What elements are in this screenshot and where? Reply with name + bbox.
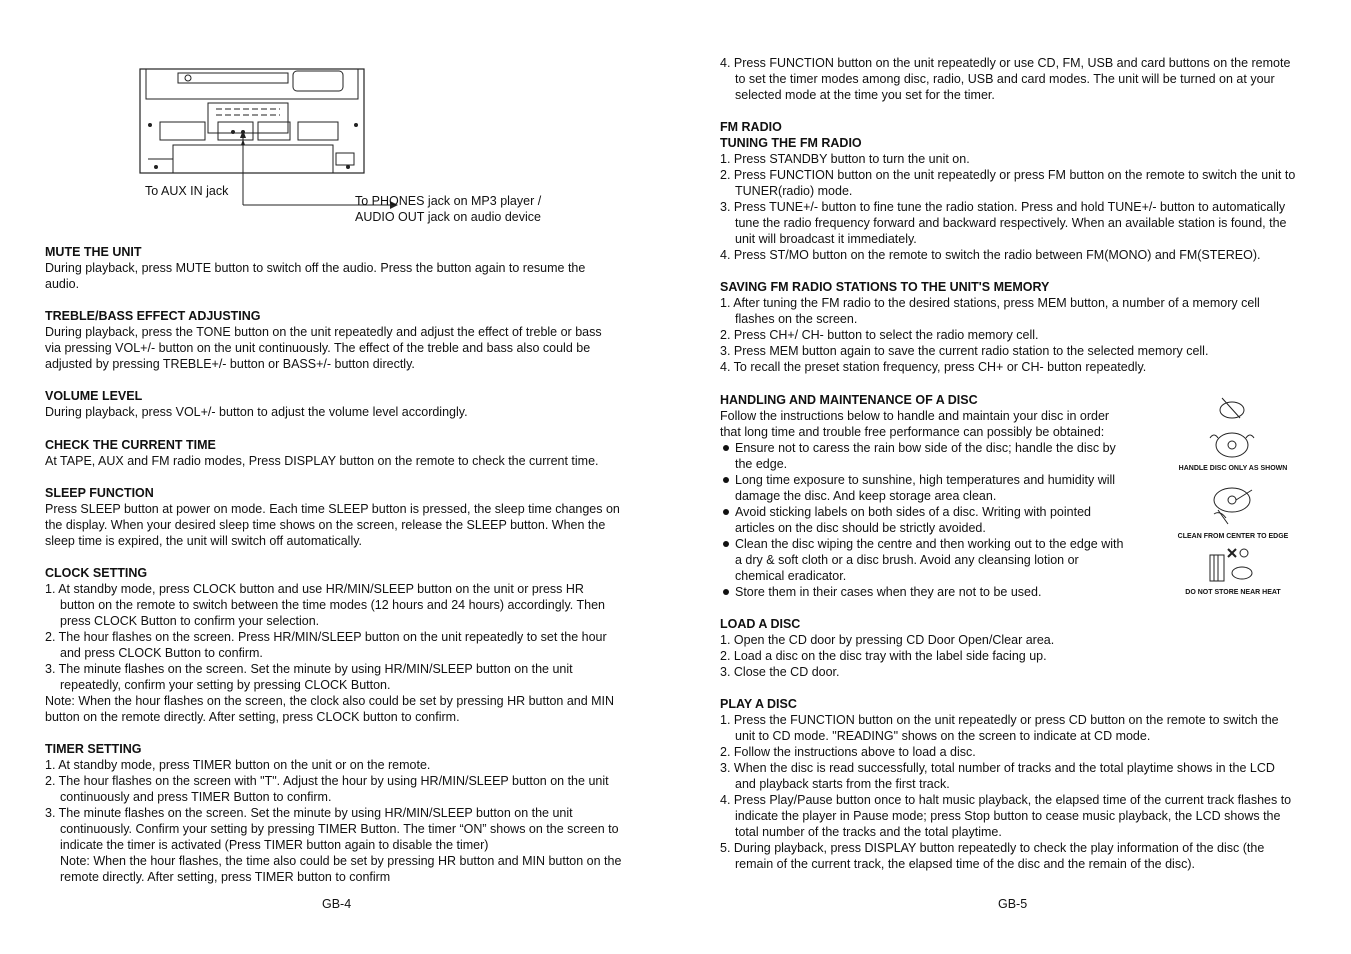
- caption-heat: DO NOT STORE NEAR HEAT: [1185, 589, 1281, 596]
- text-line: unit will broadcast it immediately.: [735, 232, 917, 246]
- text-line: 5. During playback, press DISPLAY button repeatedly to check the play information of the disc (the: [720, 841, 1265, 855]
- note-line: button on the remote directly. After setting, press CLOCK button to confirm.: [45, 710, 460, 724]
- section-title: FM RADIO: [720, 120, 782, 134]
- text-line: Ensure not to caress the rain bow side of the disc; handle the disc by: [735, 441, 1116, 455]
- page-number: GB-5: [998, 897, 1028, 911]
- text-line: damage the disc. And keep storage area clean.: [735, 489, 997, 503]
- text-line: 2. Press FUNCTION button on the unit repeatedly or press FM button on the remote to switch the unit to: [720, 168, 1296, 182]
- text-line: 4. Press Play/Pause button once to halt music playback, the elapsed time of the current track flashes to: [720, 793, 1292, 807]
- text-line: total number of the tracks and the total playtime.: [735, 825, 1002, 839]
- section-subtitle: TUNING THE FM RADIO: [720, 136, 862, 150]
- section-clock: [45, 565, 635, 725]
- text-line: tune the radio frequency forward and backward respectively. When an available station is found, the: [735, 216, 1287, 230]
- list-item: [45, 581, 635, 629]
- text-line: repeatedly, confirm your setting by pressing CLOCK Button.: [60, 678, 391, 692]
- text-line: 2. Press CH+/ CH- button to select the radio memory cell.: [720, 328, 1039, 342]
- section-title: CLOCK SETTING: [45, 566, 148, 580]
- no-heat-illustration: [1208, 545, 1258, 585]
- caption-handle: HANDLE DISC ONLY AS SHOWN: [1178, 465, 1288, 472]
- text-line: 1. At standby mode, press CLOCK button and use HR/MIN/SLEEP button on the unit or press HR: [45, 582, 584, 596]
- section-title: SLEEP FUNCTION: [45, 486, 154, 500]
- text-line: press CLOCK Button to confirm your selection.: [60, 614, 320, 628]
- caption-clean: CLEAN FROM CENTER TO EDGE: [1177, 533, 1289, 540]
- text-line: 3. The minute flashes on the screen. Set the minute by using HR/MIN/SLEEP button on the unit: [45, 806, 573, 820]
- phones-label-2: AUDIO OUT jack on audio device: [355, 210, 541, 224]
- text-line: that long time and trouble free performance can possibly be obtained:: [720, 425, 1105, 439]
- section-load: [720, 616, 1310, 680]
- text-line: chemical eradicator.: [735, 569, 847, 583]
- text-line: continuously. Confirm your setting by pressing TIMER Button. The timer “ON” shows on the screen to: [60, 822, 619, 836]
- text-line: flashes on the screen.: [735, 312, 858, 326]
- text-line: 2. Follow the instructions above to load a disc.: [720, 745, 976, 759]
- text-line: 3. Press MEM button again to save the current radio station to the selected memory cell.: [720, 344, 1209, 358]
- text-line: adjusted by pressing TREBLE+/- button or BASS+/- button directly.: [45, 357, 415, 371]
- text-line: indicate the timer is activated (Press TIMER button again to disable the timer): [60, 838, 489, 852]
- section-title: VOLUME LEVEL: [45, 389, 143, 403]
- text-line: During playback, press the TONE button on the unit repeatedly and adjust the effect of treble or bass: [45, 325, 602, 339]
- phones-label-1: To PHONES jack on MP3 player /: [355, 194, 542, 208]
- text-line: During playback, press MUTE button to switch off the audio. Press the button again to resume the: [45, 261, 586, 275]
- section-play: [720, 696, 1310, 872]
- list-item: [45, 661, 635, 693]
- text-line: to set the timer modes among disc, radio, USB and card modes. The unit will be turned on at your: [735, 72, 1275, 86]
- text-line: the edge.: [735, 457, 788, 471]
- text-line: indicate the player in Pause mode; press Stop button to cease music playback, the LCD shows the: [735, 809, 1281, 823]
- text-line: During playback, press VOL+/- button to adjust the volume level accordingly.: [45, 405, 468, 419]
- text-line: 3. Press TUNE+/- button to fine tune the radio station. Press and hold TUNE+/- button to automatically: [720, 200, 1286, 214]
- section-sleep: [45, 485, 635, 549]
- text-line: Follow the instructions below to handle and maintain your disc in order: [720, 409, 1110, 423]
- text-line: 4. Press FUNCTION button on the unit repeatedly or use CD, FM, USB and card buttons on the remote: [720, 56, 1291, 70]
- list-item: [45, 629, 635, 661]
- text-line: remain of the current track, the elapsed time of the disc and the remain of the disc).: [735, 857, 1195, 871]
- section-title: MUTE THE UNIT: [45, 245, 142, 259]
- text-line: sleep time is expired, the unit will switch off automatically.: [45, 534, 363, 548]
- text-line: selected mode at the time you set for the timer.: [735, 88, 995, 102]
- text-line: 2. The hour flashes on the screen with "T". Adjust the hour by using HR/MIN/SLEEP button on the unit: [45, 774, 609, 788]
- section-title: CHECK THE CURRENT TIME: [45, 438, 216, 452]
- bullet-item: [720, 504, 1140, 536]
- page-number: GB-4: [322, 897, 352, 911]
- section-mute: [45, 244, 635, 292]
- timer-item-4: [720, 55, 1310, 103]
- section-title: HANDLING AND MAINTENANCE OF A DISC: [720, 393, 978, 407]
- bullet-item: [720, 472, 1140, 504]
- text-line: 4. To recall the preset station frequency, press CH+ or CH- button repeatedly.: [720, 360, 1147, 374]
- text-line: and playback starts from the first track.: [735, 777, 950, 791]
- text-line: 1. At standby mode, press TIMER button on the unit or on the remote.: [45, 758, 431, 772]
- bullet-item: [720, 584, 1140, 600]
- section-title: TIMER SETTING: [45, 742, 142, 756]
- section-fm-radio: [720, 119, 1310, 263]
- aux-label: To AUX IN jack: [145, 184, 229, 198]
- text-line: 1. After tuning the FM radio to the desired stations, press MEM button, a number of a memory cell: [720, 296, 1260, 310]
- section-title: SAVING FM RADIO STATIONS TO THE UNIT'S MEMORY: [720, 280, 1050, 294]
- section-handling: [720, 392, 1140, 600]
- text-line: a dry & soft cloth or a disc brush. Avoid any cleansing lotion or: [735, 553, 1079, 567]
- section-title: LOAD A DISC: [720, 617, 801, 631]
- section-volume: [45, 388, 635, 420]
- text-line: 1. Press the FUNCTION button on the unit repeatedly or press CD button on the remote to switch the: [720, 713, 1279, 727]
- text-line: TUNER(radio) mode.: [735, 184, 853, 198]
- text-line: Long time exposure to sunshine, high temperatures and humidity will: [735, 473, 1116, 487]
- section-saving: [720, 279, 1310, 375]
- text-line: 1. Press STANDBY button to turn the unit on.: [720, 152, 970, 166]
- text-line: remote directly. After setting, press TIMER button to confirm: [60, 870, 391, 884]
- section-title: TREBLE/BASS EFFECT ADJUSTING: [45, 309, 261, 323]
- text-line: unit to CD mode. "READING" shows on the screen to indicate at CD mode.: [735, 729, 1151, 743]
- text-line: Clean the disc wiping the centre and then working out to the edge with: [735, 537, 1124, 551]
- text-line: 3. The minute flashes on the screen. Set the minute by using HR/MIN/SLEEP button on the unit: [45, 662, 573, 676]
- bullet-item: [720, 536, 1140, 584]
- section-treble-bass: [45, 308, 635, 372]
- text-line: the display. When your desired sleep time shows on the screen, release the SLEEP button. When the: [45, 518, 606, 532]
- note-line: Note: When the hour flashes on the screen, the clock also could be set by pressing HR button and MIN: [45, 694, 615, 708]
- text-line: 2. Load a disc on the disc tray with the label side facing up.: [720, 649, 1047, 663]
- section-title: PLAY A DISC: [720, 697, 797, 711]
- handle-disc-illustration: [1202, 390, 1262, 462]
- text-line: and press CLOCK Button to confirm.: [60, 646, 263, 660]
- text-line: articles on the disc should be strictly avoided.: [735, 521, 986, 535]
- text-line: 3. When the disc is read successfully, total number of tracks and the total playtime shows in the LCD: [720, 761, 1275, 775]
- text-line: 1. Open the CD door by pressing CD Door Open/Clear area.: [720, 633, 1055, 647]
- text-line: Press SLEEP button at power on mode. Each time SLEEP button is pressed, the sleep time changes on: [45, 502, 620, 516]
- text-line: continuously and press TIMER Button to confirm.: [60, 790, 332, 804]
- text-line: Avoid sticking labels on both sides of a disc. Writing with pointed: [735, 505, 1091, 519]
- text-line: 3. Close the CD door.: [720, 665, 840, 679]
- text-line: Store them in their cases when they are not to be used.: [735, 585, 1042, 599]
- section-timer: [45, 741, 635, 885]
- text-line: via pressing VOL+/- button on the unit continuously. The effect of the treble and bass also could be: [45, 341, 591, 355]
- text-line: 4. Press ST/MO button on the remote to switch the radio between FM(MONO) and FM(STEREO).: [720, 248, 1261, 262]
- section-current-time: [45, 437, 635, 469]
- clean-disc-illustration: [1206, 480, 1260, 528]
- bullet-item: [720, 440, 1140, 472]
- text-line: button on the remote to switch between the time modes (12 hours and 24 hours) accordingly. Then: [60, 598, 605, 612]
- text-line: At TAPE, AUX and FM radio modes, Press DISPLAY button on the remote to check the current time.: [45, 454, 599, 468]
- text-line: Note: When the hour flashes, the time also could be set by pressing HR button and MIN button on the: [60, 854, 622, 868]
- text-line: 2. The hour flashes on the screen. Press HR/MIN/SLEEP button on the unit repeatedly to set the hour: [45, 630, 607, 644]
- text-line: audio.: [45, 277, 80, 291]
